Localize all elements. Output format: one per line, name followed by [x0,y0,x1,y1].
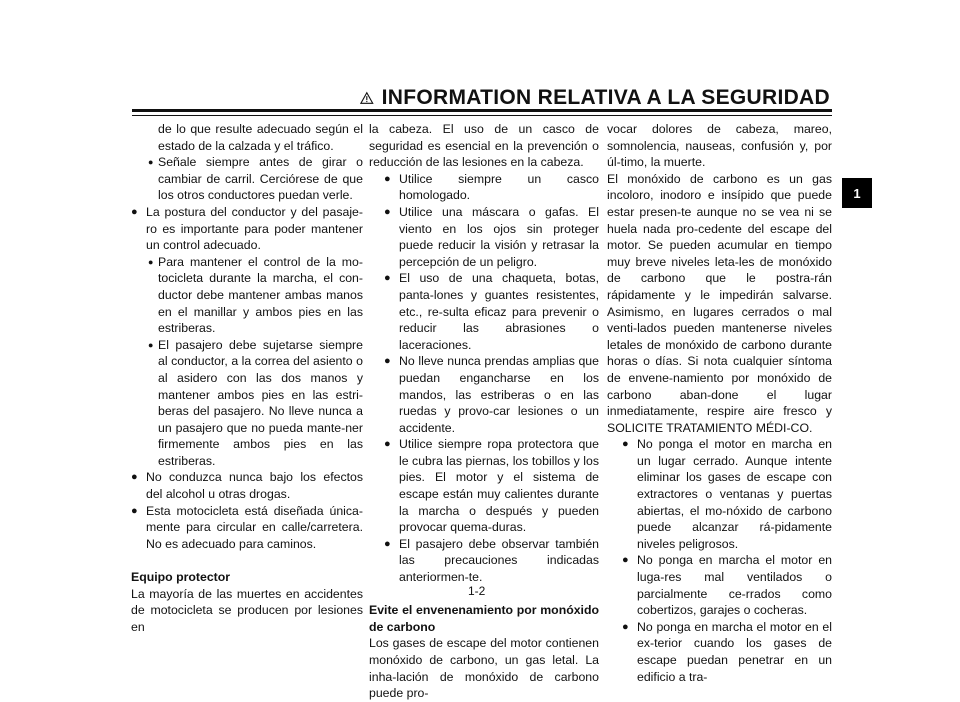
header-rule [132,109,832,112]
bullet-dot-icon: ● [148,339,154,350]
bullet-text: Utilice una máscara o gafas. El viento en los ojos sin proteger puede reducir la visión y retrasar la percepción de un peligro. [399,204,599,269]
bullet [369,171,599,204]
bullet-dot-icon: ● [622,620,629,633]
page-header [360,86,830,110]
bullet [607,619,832,685]
bullet-text: No ponga en marcha el motor en luga-res mal ventilados o parcialmente ce-rrados como cobertizos, garajes o cocheras. [637,553,832,618]
bullet-dot-icon: ● [131,504,138,517]
sub-bullet [131,154,363,204]
bullet [131,503,363,553]
bullet-dot-icon: ● [148,256,154,267]
bullet [369,536,599,586]
bullet-text: No ponga en marcha el motor en el ex-terior cuando los gases de escape puedan penetrar en un edificio a tra- [637,619,832,684]
sub-bullet [131,254,363,337]
paragraph: vocar dolores de cabeza, mareo, somnolencia, nauseas, confusión y, por úl-timo, la muerte. [607,122,832,170]
section-heading: Equipo protector [131,570,231,585]
bullet [369,353,599,436]
bullet-text: El pasajero debe observar también las precauciones indicadas anteriormen-te. [399,536,599,585]
sub-bullet-text: Para mantener el control de la mo-tocicleta durante la marcha, el con-ductor debe mantener ambas manos en el manillar y ambos pies en las estriberas. [158,254,363,336]
paragraph: El monóxido de carbono es un gas incoloro, inodoro e insípido que puede estar presen-te aunque no se vea ni se huela nada pro-cedente del escape del motor. Se pueden acumular en tiempo muy breve niveles leta-les de monóxido de carbono que le postra-rán rápidamente y le impedirán salvarse. Asimismo, en lugares cerrados o mal venti-lados pueden mantenerse niveles letales de monóxido de carbono durante horas o días. Si nota cualquier síntoma de envene-namiento por monóxido de carbono aban-done el lugar inmediatamente, respire aire fresco y SOLICITE TRATAMIENTO MÉDI-CO. [607,171,832,435]
bullet-dot-icon: ● [384,272,391,285]
section-heading: Evite el envenenamiento por monóxido de carbono [369,603,599,634]
column-2 [369,121,599,702]
bullet [607,552,832,618]
bullet-dot-icon: ● [622,554,629,567]
bullet-text: La postura del conductor y del pasaje-ro es importante para poder mantener un control adecuado. [146,204,363,253]
bullet-text: Esta motocicleta está diseñada única-mente para circular en calle/carretera. No es adecuado para caminos. [146,503,363,551]
chapter-number: 1 [853,185,861,201]
bullet-dot-icon: ● [384,205,391,218]
bullet [131,204,363,254]
paragraph: La mayoría de las muertes en accidentes de motocicleta se producen por lesiones en [131,586,363,634]
bullet-dot-icon: ● [131,205,138,218]
bullet-dot-icon: ● [384,438,391,451]
bullet-text: Utilice siempre un casco homologado. [399,171,599,203]
bullet-dot-icon: ● [131,471,138,484]
bullet-dot-icon: ● [384,537,391,550]
page-number: 1-2 [468,584,486,598]
header-title: INFORMATION RELATIVA A LA SEGURIDAD [381,86,830,109]
header-rule-thin [132,115,832,116]
bullet [607,436,832,552]
column-1 [131,121,363,635]
continued-text: de lo que resulte adecuado según el estado de la calzada y el tráfico. [158,122,363,153]
bullet [369,270,599,353]
sub-bullet-text: El pasajero debe sujetarse siempre al conductor, a la correa del asiento o al asidero con las dos manos y mantener ambos pies en las estri-beras del pasajero. No lleve nunca a un pasajero que no pueda mante-ner firmemente ambos pies en las estriberas. [158,337,363,468]
column-3 [607,121,832,685]
sub-bullet [131,337,363,470]
bullet [369,436,599,536]
bullet-text: No conduzca nunca bajo los efectos del alcohol u otras drogas. [146,470,363,502]
bullet-dot-icon: ● [384,355,391,368]
bullet [369,204,599,270]
bullet-dot-icon: ● [148,157,154,168]
bullet-dot-icon: ● [384,172,391,185]
warning-triangle-icon [360,88,374,108]
paragraph: la cabeza. El uso de un casco de seguridad es esencial en la prevención o reducción de las lesiones en la cabeza. [369,122,599,170]
bullet-text: No lleve nunca prendas amplias que puedan engancharse en los mandos, las estriberas o en las ruedas y provo-car lesiones o un accidente. [399,354,599,435]
bullet-dot-icon: ● [622,438,629,451]
sub-bullet-text: Señale siempre antes de girar o cambiar de carril. Cerciórese de que los otros conductores puedan verle. [158,155,363,203]
paragraph: Los gases de escape del motor contienen monóxido de carbono, un gas letal. La inha-lación de monóxido de carbono puede pro- [369,636,599,701]
bullet-text: No ponga el motor en marcha en un lugar cerrado. Aunque intente eliminar los gases de escape con extractores o ventanas y puertas abiertas, el mo-nóxido de carbono puede alcanzar rá-pidamente niveles peligrosos. [637,437,832,551]
bullet [131,469,363,502]
bullet-text: El uso de una chaqueta, botas, panta-lones y guantes resistentes, etc., re-sulta eficaz para prevenir o reducir las abrasiones o laceraciones. [399,271,599,352]
bullet-text: Utilice siempre ropa protectora que le cubra las piernas, los tobillos y los pies. El motor y el sistema de escape están muy calientes durante la marcha o después y pueden provocar quema-duras. [399,437,599,535]
chapter-tab [842,178,872,208]
